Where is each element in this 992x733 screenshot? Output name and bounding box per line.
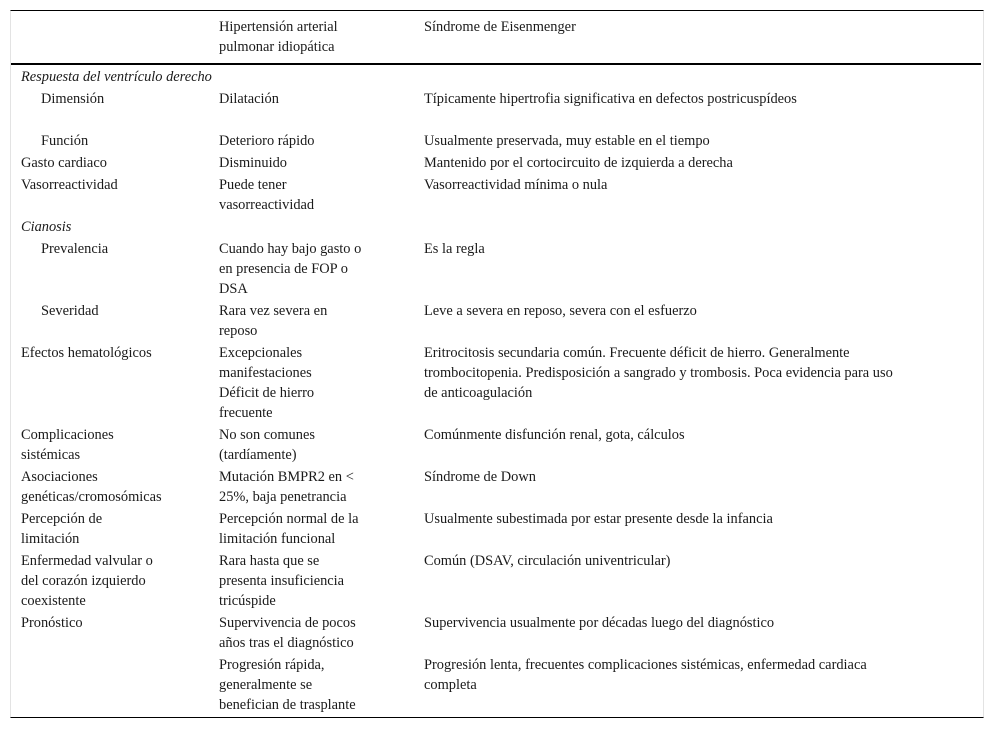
header-hapi	[209, 11, 414, 64]
hapi-cell: Deterioro rápido	[219, 133, 315, 149]
hapi-cell: Cuando hay bajo gasto o en presencia de FOP o DSA	[219, 241, 362, 297]
row-label: Complicaciones sistémicas	[21, 427, 114, 463]
section-rv-title: Respuesta del ventrículo derecho	[21, 69, 212, 85]
table-row-pronostico	[11, 613, 981, 655]
hapi-cell: Dilatación	[219, 91, 279, 107]
row-label: Prevalencia	[41, 241, 109, 257]
eisenmenger-cell: Es la regla	[424, 241, 485, 257]
table-row-funcion	[11, 131, 981, 153]
hapi-cell: Rara vez severa en reposo	[219, 303, 328, 339]
eisenmenger-cell: Mantenido por el cortocircuito de izquierda a derecha	[424, 155, 733, 171]
hapi-cell: No son comunes (tardíamente)	[219, 427, 315, 463]
row-label: Pronóstico	[21, 615, 83, 631]
header-empty-cell	[11, 11, 209, 64]
row-label-empty	[11, 655, 209, 717]
table-row-prevalencia	[11, 239, 981, 301]
section-cyanosis-title: Cianosis	[21, 219, 72, 235]
row-label: Gasto cardiaco	[21, 155, 107, 171]
section-row-rv	[11, 64, 981, 89]
eisenmenger-cell: Comúnmente disfunción renal, gota, cálculos	[424, 427, 685, 443]
table-row-vasorreactividad	[11, 175, 981, 217]
eisenmenger-cell: Progresión lenta, frecuentes complicaciones sistémicas, enfermedad cardiaca completa	[424, 657, 867, 693]
table-row-percepcion	[11, 509, 981, 551]
comparison-table-container	[10, 10, 984, 718]
hapi-cell: Supervivencia de pocos años tras el diagnóstico	[219, 615, 356, 651]
table-row-pronostico-cont	[11, 655, 981, 717]
row-label: Dimensión	[41, 91, 105, 107]
table-row-hematologicos	[11, 343, 981, 425]
eisenmenger-cell: Supervivencia usualmente por décadas luego del diagnóstico	[424, 615, 775, 631]
hapi-cell: Percepción normal de la limitación funcional	[219, 511, 359, 547]
table-row-dimension	[11, 89, 981, 131]
table-row-gasto	[11, 153, 981, 175]
hapi-cell: Mutación BMPR2 en < 25%, baja penetrancia	[219, 469, 354, 505]
header-hapi-line-2: pulmonar idiopática	[219, 39, 335, 55]
row-label: Efectos hematológicos	[21, 345, 152, 361]
row-label: Percepción de limitación	[21, 511, 103, 547]
header-hapi-line-1: Hipertensión arterial	[219, 19, 338, 35]
row-label: Función	[41, 133, 89, 149]
table-row-sistemicas	[11, 425, 981, 467]
section-row-cyanosis	[11, 217, 981, 239]
header-eisenmenger: Síndrome de Eisenmenger	[414, 11, 981, 64]
eisenmenger-cell: Vasorreactividad mínima o nula	[424, 177, 608, 193]
hapi-cell: Progresión rápida, generalmente se benefician de trasplante	[219, 657, 356, 713]
eisenmenger-cell: Usualmente subestimada por estar presente desde la infancia	[424, 511, 773, 527]
table-row-valvular	[11, 551, 981, 613]
hapi-cell: Excepcionales manifestaciones Déficit de hierro frecuente	[219, 345, 315, 421]
eisenmenger-cell: Eritrocitosis secundaria común. Frecuente déficit de hierro. Generalmente trombocitopenia. Predisposición a sangrado y trombosis. Poca evidencia para uso de anticoagulación	[424, 345, 893, 401]
row-label: Asociaciones genéticas/cromosómicas	[21, 469, 162, 505]
comparison-table	[11, 11, 981, 717]
eisenmenger-cell: Leve a severa en reposo, severa con el esfuerzo	[424, 303, 697, 319]
eisenmenger-cell: Típicamente hipertrofia significativa en defectos postricuspídeos	[424, 91, 797, 107]
eisenmenger-cell: Usualmente preservada, muy estable en el tiempo	[424, 133, 710, 149]
row-label: Enfermedad valvular o del corazón izquierdo coexistente	[21, 553, 153, 609]
hapi-cell: Puede tener vasorreactividad	[219, 177, 315, 213]
table-row-severidad	[11, 301, 981, 343]
hapi-cell: Disminuido	[219, 155, 287, 171]
table-row-geneticas	[11, 467, 981, 509]
row-label: Vasorreactividad	[21, 177, 118, 193]
row-label: Severidad	[41, 303, 99, 319]
eisenmenger-cell: Común (DSAV, circulación univentricular)	[424, 553, 671, 569]
eisenmenger-cell: Síndrome de Down	[424, 469, 536, 485]
hapi-cell: Rara hasta que se presenta insuficiencia tricúspide	[219, 553, 345, 609]
header-row	[11, 11, 981, 64]
